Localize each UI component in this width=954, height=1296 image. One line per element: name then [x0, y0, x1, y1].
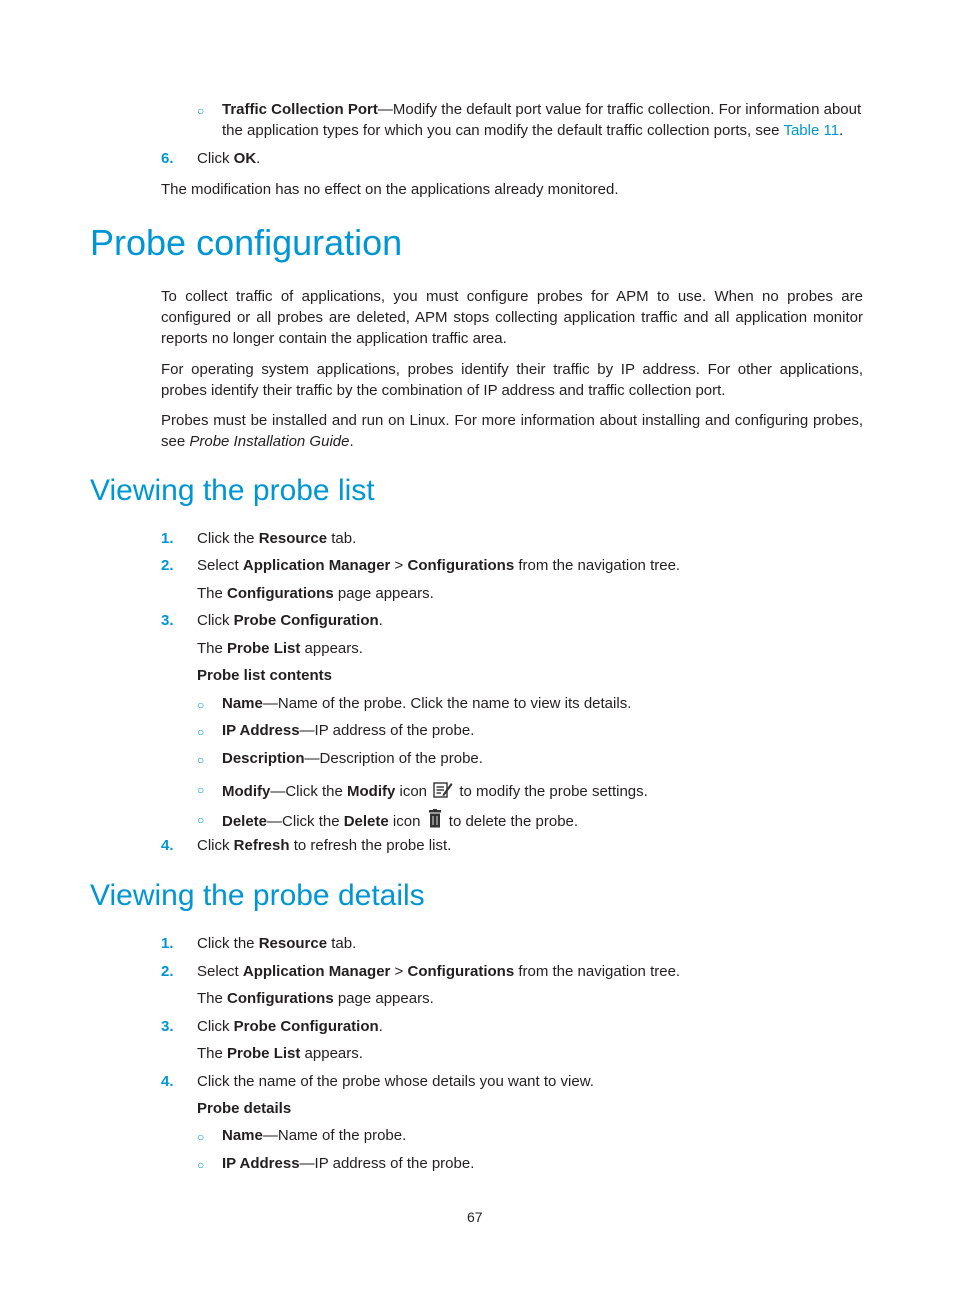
list-step-1: Click the Resource tab.: [197, 530, 357, 547]
delete-icon: [427, 809, 443, 835]
step-number: 4.: [161, 1073, 174, 1090]
list-step-2-result: The Configurations page appears.: [197, 585, 434, 602]
details-item-name: Name—Name of the probe.: [222, 1127, 407, 1144]
bullet-marker: ○: [197, 1158, 205, 1172]
step-number: 2.: [161, 963, 174, 980]
details-step-3-result: The Probe List appears.: [197, 1045, 363, 1062]
section-heading-probe-configuration: Probe configuration: [90, 222, 403, 263]
list-item-modify: Modify—Click the Modify icon to modify the probe settings.: [222, 779, 648, 805]
step-number: 2.: [161, 557, 174, 574]
step-6: Click OK.: [197, 150, 261, 167]
probe-details-title: Probe details: [197, 1100, 292, 1117]
details-step-2: Select Application Manager > Configurations from the navigation tree.: [197, 963, 681, 980]
step-number: 3.: [161, 612, 174, 629]
probe-list-contents-title: Probe list contents: [197, 667, 333, 684]
table-11-link[interactable]: Table 11: [783, 122, 840, 139]
bullet-marker: ○: [197, 698, 205, 712]
list-step-2: Select Application Manager > Configurations from the navigation tree.: [197, 557, 681, 574]
traffic-port-item-line2: the application types for which you can modify the default traffic collection ports, see Table 11.: [222, 122, 844, 139]
details-step-2-result: The Configurations page appears.: [197, 990, 434, 1007]
bullet-marker: ○: [197, 104, 205, 118]
section-heading-probe-details: Viewing the probe details: [90, 879, 425, 912]
probe-config-paragraph-2: For operating system applications, probes identify their traffic by IP address. For other applications, probes identify their traffic by the combination of IP address and traffic collection port.: [161, 361, 863, 399]
list-item-name: Name—Name of the probe. Click the name to view its details.: [222, 695, 632, 712]
step-number: 3.: [161, 1018, 174, 1035]
modify-icon: [433, 779, 453, 805]
list-step-4: Click Refresh to refresh the probe list.: [197, 837, 452, 854]
probe-config-paragraph-1: To collect traffic of applications, you must configure probes for APM to use. When no probes are configured or all probes are deleted, APM stops collecting application traffic and all application monitor reports no longer contain the application traffic area.: [161, 288, 863, 347]
list-step-3-result: The Probe List appears.: [197, 640, 363, 657]
traffic-port-item-line1: Traffic Collection Port—Modify the default port value for traffic collection. For information about: [222, 101, 862, 118]
probe-config-paragraph-3: Probes must be installed and run on Linux. For more information about installing and configuring probes, see Probe Installation Guide.: [161, 412, 863, 450]
bullet-marker: ○: [197, 753, 205, 767]
step-number: 1.: [161, 530, 174, 547]
list-item-description: Description—Description of the probe.: [222, 750, 483, 767]
bullet-marker: ○: [197, 783, 205, 797]
details-step-4: Click the name of the probe whose details you want to view.: [197, 1073, 594, 1090]
details-step-1: Click the Resource tab.: [197, 935, 357, 952]
step-number: 4.: [161, 837, 174, 854]
section-heading-probe-list: Viewing the probe list: [90, 474, 375, 507]
bullet-marker: ○: [197, 813, 205, 827]
modification-note: The modification has no effect on the applications already monitored.: [161, 181, 619, 198]
traffic-port-term: Traffic Collection Port: [222, 101, 378, 118]
list-item-ip-address: IP Address—IP address of the probe.: [222, 722, 475, 739]
page-number: 67: [467, 1209, 483, 1225]
list-step-3: Click Probe Configuration.: [197, 612, 383, 629]
step-number: 6.: [161, 150, 174, 167]
details-step-3: Click Probe Configuration.: [197, 1018, 383, 1035]
bullet-marker: ○: [197, 725, 205, 739]
list-item-delete: Delete—Click the Delete icon to delete the probe.: [222, 809, 578, 835]
step-number: 1.: [161, 935, 174, 952]
details-item-ip-address: IP Address—IP address of the probe.: [222, 1155, 475, 1172]
probe-installation-guide-ref: Probe Installation Guide: [189, 433, 350, 450]
bullet-marker: ○: [197, 1130, 205, 1144]
